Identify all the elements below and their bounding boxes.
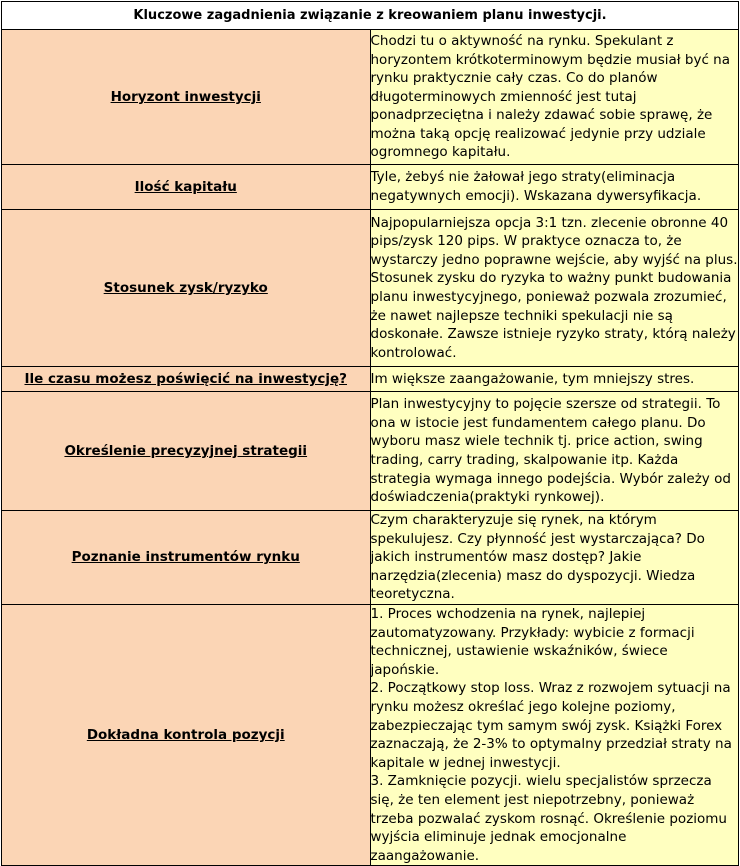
row-key-position-control: Dokładna kontrola pozycji: [2, 604, 371, 865]
row-key-horizon: Horyzont inwestycji: [2, 30, 371, 165]
row-text-time: Im większe zaangażowanie, tym mniejszy stres.: [370, 367, 739, 392]
table-row: [2, 392, 739, 511]
table-row: [2, 511, 739, 605]
row-key-time: Ile czasu możesz poświęcić na inwestycję?: [2, 367, 371, 392]
row-key-risk-reward: Stosunek zysk/ryzyko: [2, 210, 371, 367]
table-title-row: [2, 2, 739, 30]
row-key-instruments: Poznanie instrumentów rynku: [2, 511, 371, 605]
position-control-step-2: 2. Początkowy stop loss. Wraz z rozwojem sytuacji na rynku możesz określać jego kolejne poziomy, zabezpieczając tym samym swój zysk. Książki Forex zaznaczają, że 2-3% to optymalny przedział straty na kapitale w jednej inwestycji.: [370, 680, 732, 771]
table-row: [2, 367, 739, 392]
table-row: [2, 604, 739, 865]
table-row: [2, 210, 739, 367]
table-row: [2, 30, 739, 165]
row-text-risk-reward: Najpopularniejsza opcja 3:1 tzn. zlecenie obronne 40 pips/zysk 120 pips. W praktyce oznacza to, że wystarczy jedno poprawne wejście, aby wyjść na plus. Stosunek zysku do ryzyka to ważny punkt budowania planu inwestycyjnego, ponieważ pozwala zrozumieć, że nawet najlepsze techniki spekulacji nie są doskonałe. Zawsze istnieje ryzyko straty, którą należy kontrolować.: [370, 210, 739, 367]
table-title: Kluczowe zagadnienia związanie z kreowaniem planu inwestycji.: [2, 2, 739, 30]
investment-plan-table: [1, 1, 739, 866]
row-key-strategy: Określenie precyzyjnej strategii: [2, 392, 371, 511]
row-text-instruments: Czym charakteryzuje się rynek, na którym spekulujesz. Czy płynność jest wystarczająca? Do jakich instrumentów masz dostęp? Jakie narzędzia(zlecenia) masz do dyspozycji. Wiedza teoretyczna.: [370, 511, 739, 605]
row-text-strategy: Plan inwestycyjny to pojęcie szersze od strategii. To ona w istocie jest fundamentem całego planu. Do wyboru masz wiele technik tj. price action, swing trading, carry trading, skalpowanie itp. Każda strategia wymaga innego podejścia. Wybór zależy od doświadczenia(praktyki rynkowej).: [370, 392, 739, 511]
table-row: [2, 165, 739, 210]
row-key-capital: Ilość kapitału: [2, 165, 371, 210]
row-text-capital: Tyle, żebyś nie żałował jego straty(eliminacja negatywnych emocji). Wskazana dywersyfikacja.: [370, 165, 739, 210]
position-control-step-1: 1. Proces wchodzenia na rynek, najlepiej zautomatyzowany. Przykłady: wybicie z formacji technicznej, ustawienie wskaźników, świece japońskie.: [370, 605, 695, 678]
row-text-position-control: [370, 604, 739, 865]
row-text-horizon: Chodzi tu o aktywność na rynku. Spekulant z horyzontem krótkoterminowym będzie musiał być na rynku praktycznie cały czas. Co do planów długoterminowych zmienność jest tutaj ponadprzeciętna i należy zdawać sobie sprawę, że można taką opcję realizować jedynie przy udziale ogromnego kapitału.: [370, 30, 739, 165]
position-control-step-3: 3. Zamknięcie pozycji. wielu specjalistów sprzecza się, że ten element jest niepotrzebny, ponieważ trzeba pozwalać zyskom rosnąć. Określenie poziomu wyjścia eliminuje jednak emocjonalne zaangażowanie.: [370, 773, 727, 864]
